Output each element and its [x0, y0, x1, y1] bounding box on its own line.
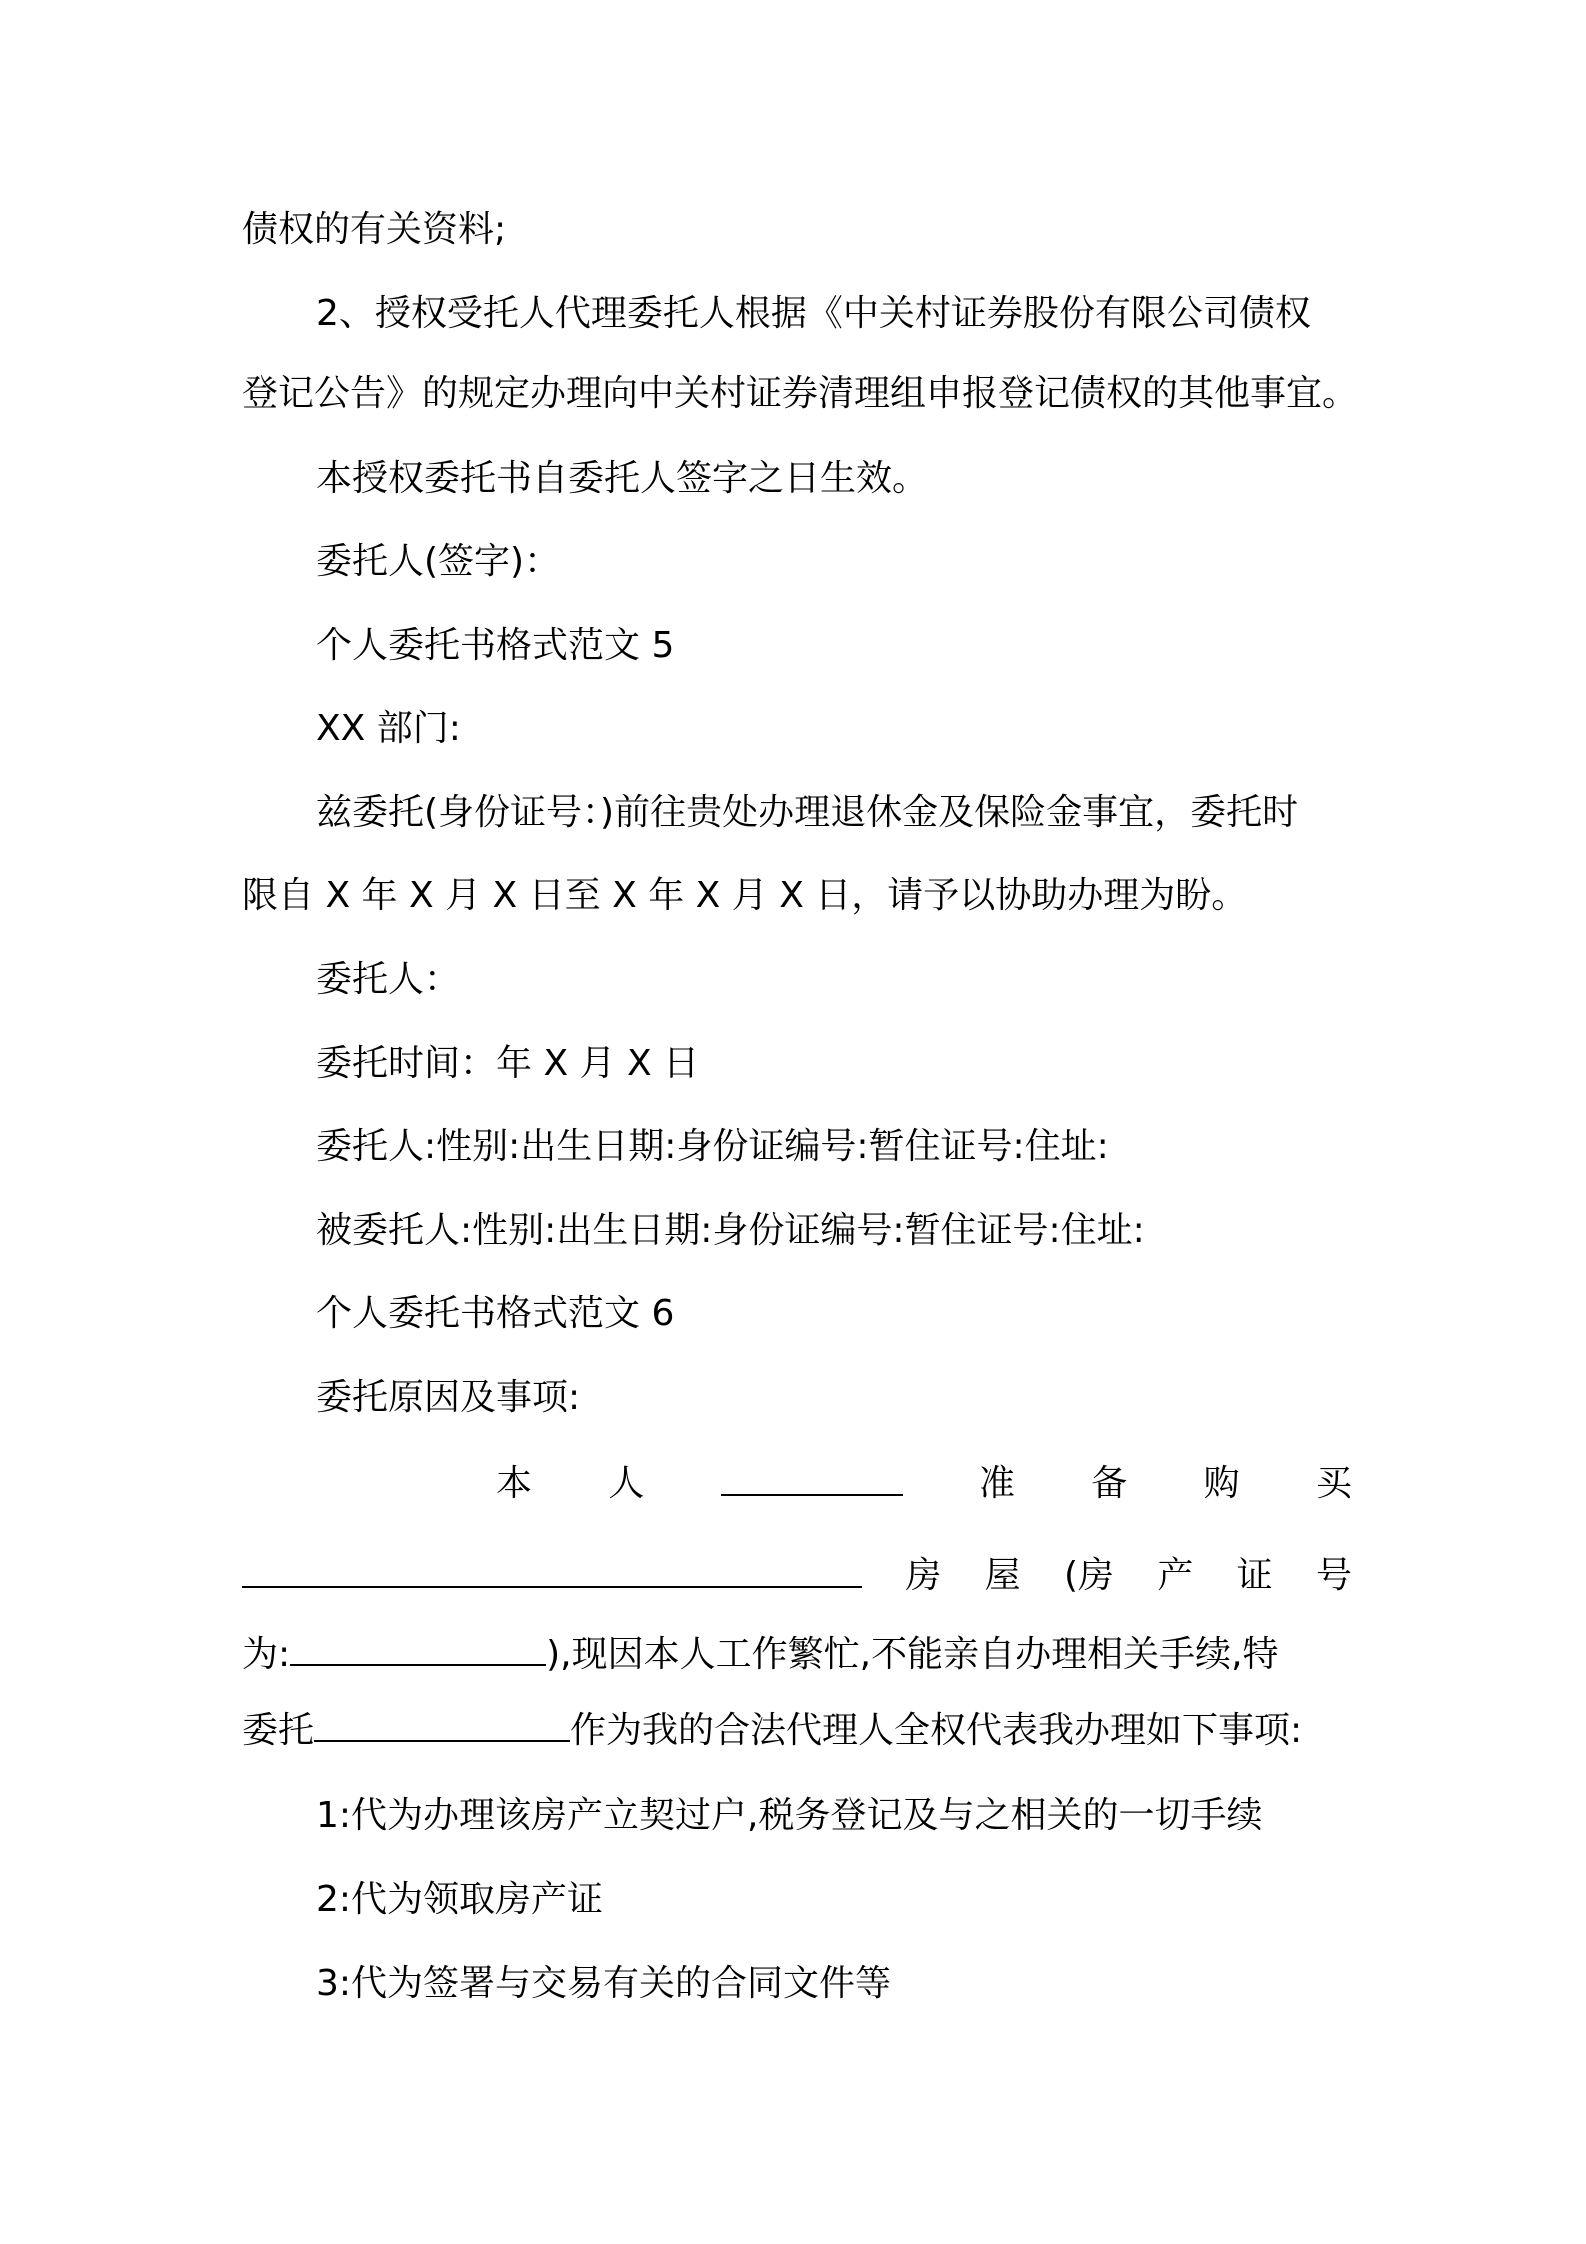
word: 屋: [984, 1555, 1021, 1596]
fill-blank: [290, 1630, 546, 1666]
word: 人: [608, 1463, 645, 1504]
word: 产: [1157, 1555, 1194, 1596]
word: 房: [905, 1555, 942, 1596]
text-fragment: 作为我的合法代理人全权代表我办理如下事项:: [570, 1710, 1303, 1751]
fill-blank: [314, 1706, 570, 1742]
word: 购: [1203, 1463, 1240, 1504]
list-item: 3:代为签署与交易有关的合同文件等: [316, 1963, 892, 2004]
paragraph-line: 本授权委托书自委托人签字之日生效。: [316, 458, 929, 499]
recipient-line: XX 部门:: [316, 708, 461, 749]
justified-line: [242, 1552, 1352, 1600]
fill-blank: [721, 1460, 903, 1496]
paragraph-line: 2、授权受托人代理委托人根据《中关村证券股份有限公司债权: [316, 293, 1311, 334]
text-fragment: ),现因本人工作繁忙,不能亲自办理相关手续,特: [546, 1634, 1279, 1675]
word: 证: [1236, 1555, 1273, 1596]
word: 备: [1091, 1463, 1128, 1504]
fill-blank: [242, 1552, 862, 1588]
paragraph-line: 债权的有关资料;: [242, 209, 507, 250]
paragraph-line: 委托原因及事项:: [316, 1377, 581, 1418]
word: 号: [1315, 1555, 1352, 1596]
date-line: 委托时间：年 X 月 X 日: [316, 1043, 700, 1084]
signature-label: 委托人(签字)：: [316, 541, 561, 582]
info-line: 委托人:性别:出生日期:身份证编号:暂住证号:住址:: [316, 1126, 1109, 1167]
paragraph-line: [242, 1706, 1302, 1755]
paragraph-line: 登记公告》的规定办理向中关村证券清理组申报登记债权的其他事宜。: [242, 373, 1359, 414]
paragraph-line: 限自 X 年 X 月 X 日至 X 年 X 月 X 日，请予以协助办理为盼。: [242, 875, 1248, 916]
list-item: 2:代为领取房产证: [316, 1879, 604, 1920]
paragraph-line: 兹委托(身份证号：)前往贵处办理退休金及保险金事宜，委托时: [316, 792, 1299, 833]
signature-label: 委托人：: [316, 959, 461, 1000]
word: 本: [496, 1463, 533, 1504]
section-heading: 个人委托书格式范文 6: [316, 1293, 675, 1334]
info-line: 被委托人:性别:出生日期:身份证编号:暂住证号:住址:: [316, 1210, 1145, 1251]
word: 准: [978, 1463, 1015, 1504]
paragraph-line: [242, 1630, 1279, 1679]
list-item: 1:代为办理该房产立契过户,税务登记及与之相关的一切手续: [316, 1795, 1263, 1836]
justified-line: [496, 1460, 1352, 1508]
text-fragment: 为:: [242, 1634, 291, 1675]
text-fragment: 委托: [242, 1710, 315, 1751]
word: 买: [1315, 1463, 1352, 1504]
section-heading: 个人委托书格式范文 5: [316, 625, 675, 666]
word: (房: [1063, 1555, 1115, 1596]
